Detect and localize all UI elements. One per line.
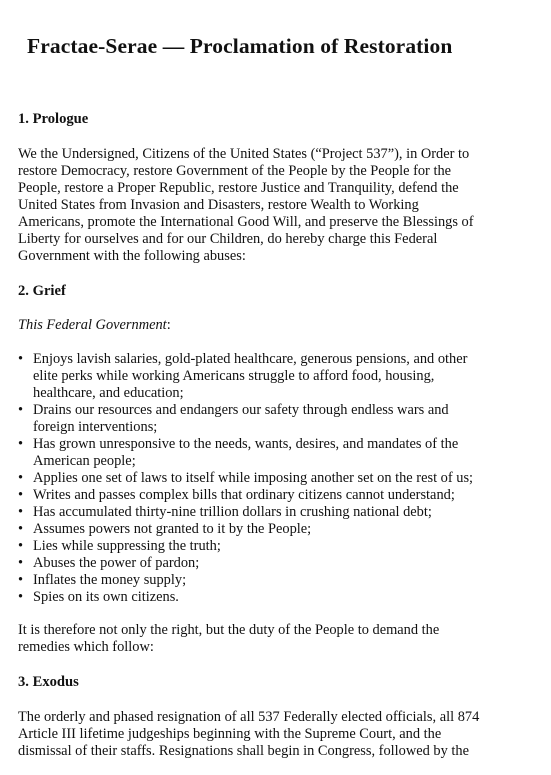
text-line: healthcare, and education; xyxy=(33,385,184,401)
list-item xyxy=(18,555,533,572)
list-item xyxy=(18,470,533,487)
text-line: Abuses the power of pardon; xyxy=(33,555,200,571)
text-line: We the Undersigned, Citizens of the United States (“Project 537”), in Order to xyxy=(18,146,470,162)
bullet-icon: • xyxy=(18,436,24,452)
bullet-icon: • xyxy=(18,487,24,503)
text-line: Americans, promote the International Good Will, and preserve the Blessings of xyxy=(18,214,474,230)
list-item xyxy=(18,572,533,589)
text-line: Applies one set of laws to itself while imposing another set on the rest of us; xyxy=(33,470,474,486)
text-line: Government with the following abuses: xyxy=(18,248,246,264)
text-line: Liberty for ourselves and for our Children, do hereby charge this Federal xyxy=(18,231,438,247)
list-item xyxy=(18,521,533,538)
text-line: Inflates the money supply; xyxy=(33,572,187,588)
bullet-icon: • xyxy=(18,402,24,418)
bullet-icon: • xyxy=(18,521,24,537)
text-line: Assumes powers not granted to it by the People; xyxy=(33,521,312,537)
text-line: Article III lifetime judgeships beginning with the Supreme Court, and the xyxy=(18,726,442,742)
section-heading-exodus: 3. Exodus xyxy=(18,674,79,690)
text-line: Enjoys lavish salaries, gold-plated healthcare, generous pensions, and other xyxy=(33,351,468,367)
text-line: foreign interventions; xyxy=(33,419,158,435)
bullet-icon: • xyxy=(18,589,24,605)
text-line: remedies which follow: xyxy=(18,639,154,655)
grief-intro xyxy=(18,317,533,334)
bullet-icon: • xyxy=(18,470,24,486)
grief-conclusion xyxy=(18,622,533,656)
list-item xyxy=(18,504,533,521)
list-item xyxy=(18,538,533,555)
list-item xyxy=(18,589,533,606)
text-line: restore Democracy, restore Government of the People by the People for the xyxy=(18,163,452,179)
text-line: Has grown unresponsive to the needs, wants, desires, and mandates of the xyxy=(33,436,459,452)
list-item xyxy=(18,402,533,436)
text-line: Drains our resources and endangers our safety through endless wars and xyxy=(33,402,449,418)
bullet-icon: • xyxy=(18,555,24,571)
text-line: The orderly and phased resignation of all 537 Federally elected officials, all 874 xyxy=(18,709,480,725)
bullet-icon: • xyxy=(18,572,24,588)
grief-intro-suffix: : xyxy=(166,317,171,333)
bullet-icon: • xyxy=(18,538,24,554)
list-item xyxy=(18,487,533,504)
bullet-icon: • xyxy=(18,351,24,367)
section-heading-prologue: 1. Prologue xyxy=(18,111,89,127)
text-line: American people; xyxy=(33,453,136,469)
text-line: Has accumulated thirty-nine trillion dollars in crushing national debt; xyxy=(33,504,432,520)
section-heading-grief: 2. Grief xyxy=(18,283,66,299)
grief-intro-italic: This Federal Government xyxy=(18,317,167,333)
list-item xyxy=(18,436,533,470)
text-line: dismissal of their staffs. Resignations shall begin in Congress, followed by the xyxy=(18,743,469,759)
prologue-paragraph xyxy=(18,146,533,265)
exodus-paragraph xyxy=(18,709,533,760)
text-line: United States from Invasion and Disasters, restore Wealth to Working xyxy=(18,197,419,213)
document-title: Fractae-Serae — Proclamation of Restoration xyxy=(27,34,453,58)
text-line: It is therefore not only the right, but the duty of the People to demand the xyxy=(18,622,440,638)
list-item xyxy=(18,351,533,402)
bullet-icon: • xyxy=(18,504,24,520)
text-line: elite perks while working Americans struggle to afford food, housing, xyxy=(33,368,435,384)
text-line: Lies while suppressing the truth; xyxy=(33,538,221,554)
grievance-list xyxy=(18,351,533,606)
text-line: Spies on its own citizens. xyxy=(33,589,179,605)
text-line: People, restore a Proper Republic, restore Justice and Tranquility, defend the xyxy=(18,180,459,196)
text-line: Writes and passes complex bills that ordinary citizens cannot understand; xyxy=(33,487,455,503)
